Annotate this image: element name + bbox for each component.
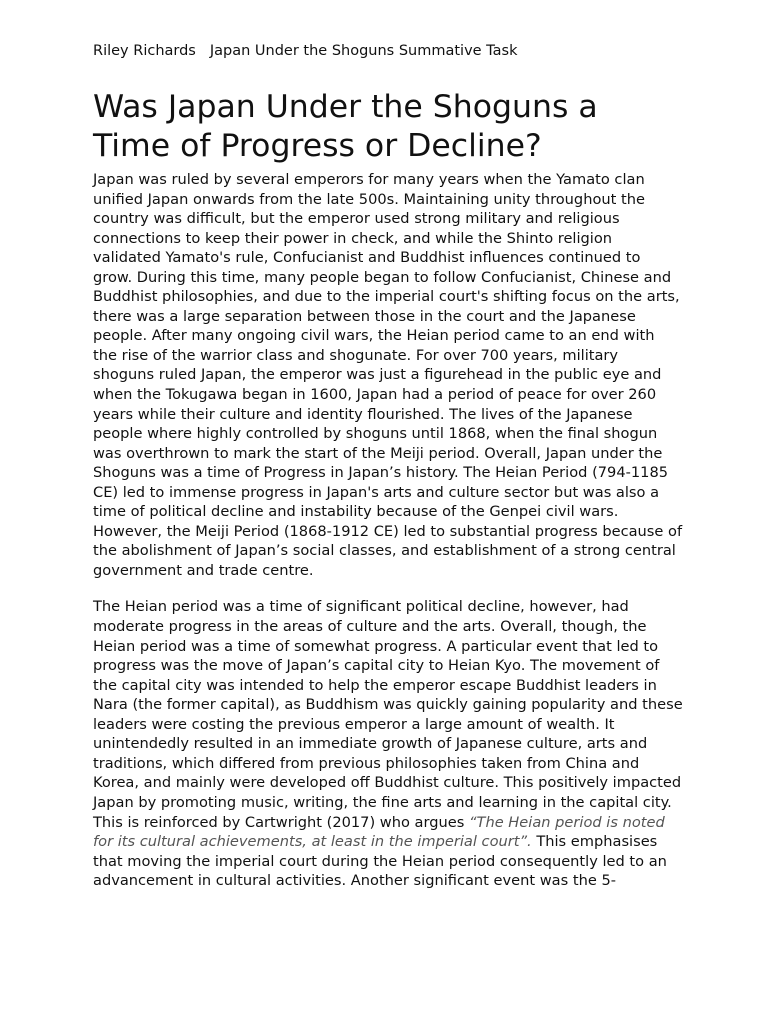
cartwright-quote: “The Heian period is noted for its cultural achievements, at least in the imperial court”. <box>93 813 665 851</box>
paragraph-text: The Heian period was a time of significant political decline, however, had moderate progress in the areas of culture and the arts. Overall, though, the Heian period was a time of somewhat progress. A particular event that led to progress was the move of Japan’s capital city to Heian Kyo. The movement of the capital city was intended to help the emperor escape Buddhist leaders in Nara (the former capital), as Buddhism was quickly gaining popularity and these leaders were costing the previous emperor a large amount of wealth. It unintendedly resulted in an immediate growth of Japanese culture, arts and traditions, which differed from previous philosophies taken from China and Korea, and mainly were developed off Buddhist culture. This positively impacted Japan by promoting music, writing, the fine arts and learning in the capital city. This is reinforced by Cartwright (2017) who argues <box>93 598 683 831</box>
paragraph-introduction: Japan was ruled by several emperors for many years when the Yamato clan unified Japan onwards from the late 500s. Maintaining unity throughout the country was difficult, but the emperor used strong military and religious connections to keep their power in check, and while the Shinto religion validated Yamato's rule, Confucianist and Buddhist influences continued to grow. During this time, many people began to follow Confucianist, Chinese and Buddhist philosophies, and due to the imperial court's shifting focus on the arts, there was a large separation between those in the court and the Japanese people. After many ongoing civil wars, the Heian period came to an end with the rise of the warrior class and shogunate. For over 700 years, military shoguns ruled Japan, the emperor was just a figurehead in the public eye and when the Tokugawa began in 1600, Japan had a period of peace for over 260 years while their culture and identity flourished. The lives of the Japanese people where highly controlled by shoguns until 1868, when the final shogun was overthrown to mark the start of the Meiji period. Overall, Japan under the Shoguns was a time of Progress in Japan’s history. The Heian Period (794-1185 CE) led to immense progress in Japan's arts and culture sector but was also a time of political decline and instability because of the Genpei civil wars. However, the Meiji Period (1868-1912 CE) led to substantial progress because of the abolishment of Japan’s social classes, and establishment of a strong central government and trade centre. <box>93 171 683 579</box>
document-header <box>93 42 517 60</box>
paragraph-heian <box>93 597 683 890</box>
paragraph-text: This emphasises that moving the imperial court during the Heian period consequently led to an advancement in cultural activities. Another significant event was the 5- <box>93 833 667 890</box>
author-name: Riley Richards <box>93 43 196 59</box>
essay-body <box>93 170 683 908</box>
essay-title: Was Japan Under the Shoguns a Time of Progress or Decline? <box>93 89 598 164</box>
task-title: Japan Under the Shoguns Summative Task <box>209 43 518 59</box>
